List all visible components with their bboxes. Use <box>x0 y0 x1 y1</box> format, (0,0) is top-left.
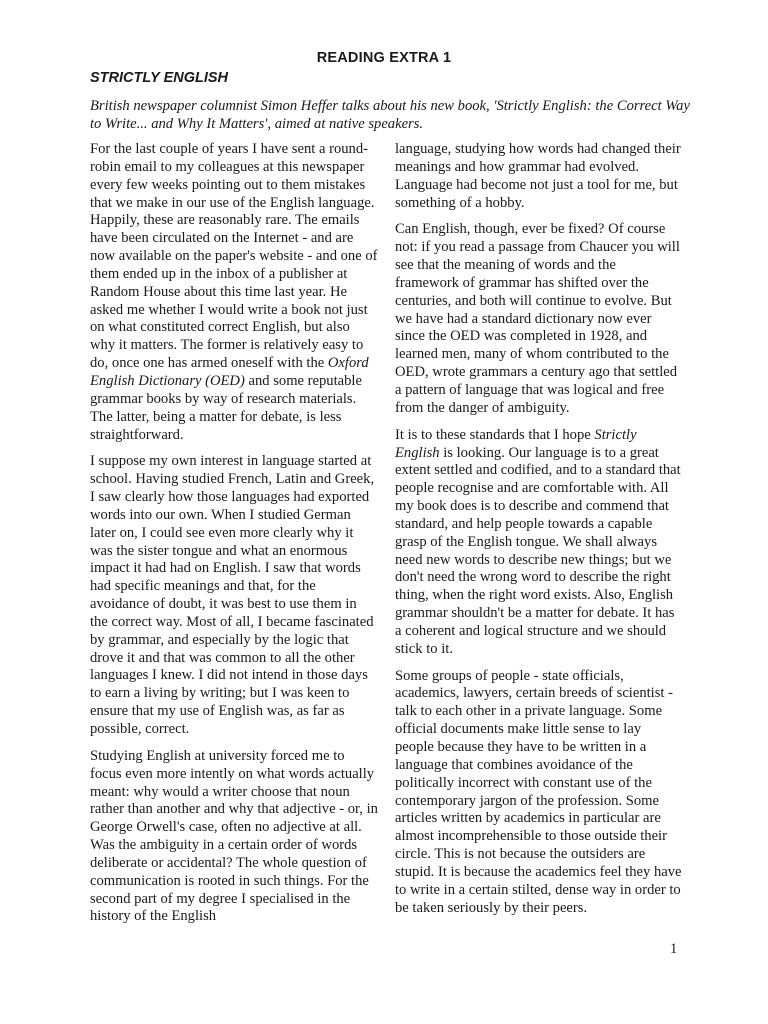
paragraph: It is to these standards that I hope Strictly English is looking. Our language is to a great extent settled and codified, and to a standard that people recognise and are comfortable with. All my book does is to describe and commend that standard, and help people towards a capable grasp of the English tongue. We shall always need new words to describe new things; but we don't need the wrong word to describe the right thing, when the right word exists. Also, English grammar shouldn't be a matter for debate. It has a coherent and logical structure and we should stick to it. <box>395 426 681 657</box>
intro-text <box>90 97 690 133</box>
article-title: STRICTLY ENGLISH <box>90 70 229 86</box>
paragraph: Studying English at university forced me to focus even more intently on what words actually meant: why would a writer choose that noun rather than another and why that adjective - or, in George Orwell's case, often no adjective at all. Was the ambiguity in a certain order of words deliberate or accidental? The whole question of communication is rooted in such things. For the second part of my degree I specialised in the history of the English <box>90 747 378 925</box>
right-column <box>395 141 683 926</box>
italic-term: Oxford English Dictionary (OED) <box>90 355 369 389</box>
paragraph: Can English, though, ever be fixed? Of course not: if you read a passage from Chaucer you will see that the meaning of words and the framework of grammar has shifted over the centuries, and both will continue to evolve. But we have had a standard dictionary now ever since the OED was completed in 1928, and learned men, many of whom contributed to the OED, wrote grammars a century ago that settled a pattern of language that was logical and free from the danger of ambiguity. <box>395 221 680 416</box>
italic-term: Strictly English <box>395 426 637 461</box>
page-title: READING EXTRA 1 <box>316 50 452 66</box>
intro-tail: aimed at native speakers. <box>271 116 424 132</box>
page-number: 1 <box>670 941 678 957</box>
paragraph: I suppose my own interest in language started at school. Having studied French, Latin and Greek, I saw clearly how those languages had exported words into our own. When I studied German later on, I could see even more clearly why it was the sister tongue and what an enormous impact it had had on English. I saw that words had specific meanings and that, for the avoidance of doubt, it was best to use them in the correct way. Most of all, I became fascinated by grammar, and especially by the logic that drove it and that was common to all the other languages I knew. I did not intend in those days to earn a living by writing; but I was keen to ensure that my use of English was, as far as possible, correct. <box>90 453 375 737</box>
paragraph: For the last couple of years I have sent a round-robin email to my colleagues at this newspaper every few weeks pointing out to them mistakes that we make in our use of the English language. Happily, these are reasonably rare. The emails have been circulated on the Internet - and are now available on the paper's website - and one of them ended up in the inbox of a publisher at Random House about this time last year. He asked me whether I would write a book not just on what constituted correct English, but also why it matters. The former is relatively easy to do, once one has armed oneself with the Oxford English Dictionary (OED) and some reputable grammar books by way of research materials. The latter, being a matter for debate, is less straightforward. <box>90 141 378 443</box>
paragraph: Some groups of people - state officials, academics, lawyers, certain breeds of scientist - talk to each other in a private language. Some official documents make little sense to lay people because they have to be written in a language that combines avoidance of the politically incorrect with constant use of the contemporary jargon of the profession. Some articles written by academics in particular are almost incomprehensible to those outside their circle. This is not because the outsiders are stupid. It is because the academics feel they have to write in a certain stilted, dense way in order to be taken seriously by their peers. <box>395 667 682 916</box>
left-column <box>90 141 378 935</box>
paragraph: language, studying how words had changed their meanings and how grammar had evolved. Language had become not just a tool for me, but something of a hobby. <box>395 141 681 211</box>
intro-main: British newspaper columnist Simon Heffer talks about his new book, 'Strictly English: the Correct Way to Write... and Why It Matters <box>90 98 690 132</box>
intro-quote-mark: ', <box>264 116 272 132</box>
